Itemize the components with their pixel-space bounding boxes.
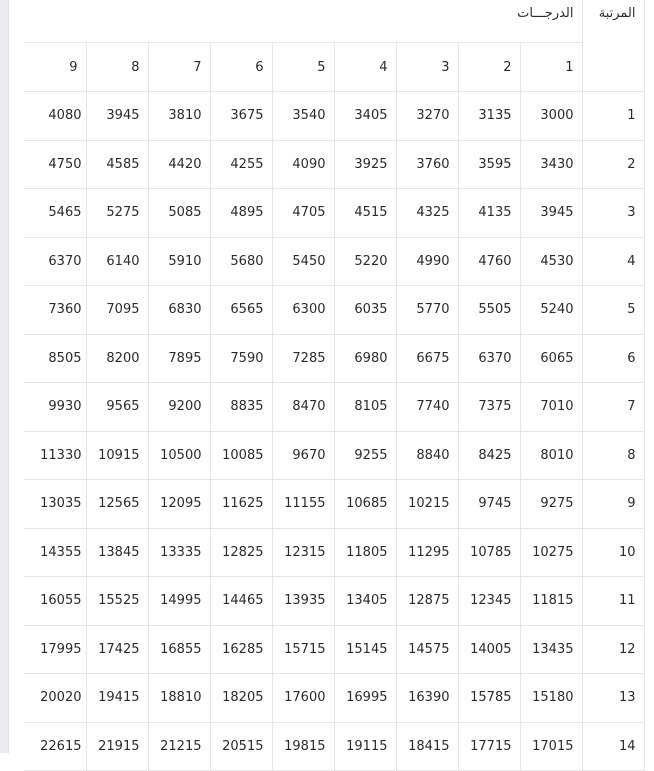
level-header-1: 1 xyxy=(520,43,582,92)
salary-cell: 11155 xyxy=(272,480,334,529)
salary-cell: 4990 xyxy=(396,237,458,286)
header-row-levels xyxy=(24,43,644,92)
salary-cell: 4895 xyxy=(210,189,272,238)
rank-cell: 6 xyxy=(582,334,644,383)
salary-cell: 8470 xyxy=(272,383,334,432)
table-row xyxy=(24,480,644,529)
salary-cell: 15715 xyxy=(272,625,334,674)
rank-cell: 10 xyxy=(582,528,644,577)
salary-cell: 3945 xyxy=(520,189,582,238)
salary-cell: 12565 xyxy=(86,480,148,529)
salary-cell: 14995 xyxy=(148,577,210,626)
salary-cell: 10215 xyxy=(396,480,458,529)
salary-cell: 11625 xyxy=(210,480,272,529)
salary-cell: 16855 xyxy=(148,625,210,674)
salary-cell: 14005 xyxy=(458,625,520,674)
header-row-1 xyxy=(24,0,644,43)
salary-cell: 10085 xyxy=(210,431,272,480)
table-row xyxy=(24,286,644,335)
salary-cell: 7375 xyxy=(458,383,520,432)
salary-cell: 8010 xyxy=(520,431,582,480)
salary-cell: 15525 xyxy=(86,577,148,626)
salary-cell: 16285 xyxy=(210,625,272,674)
salary-cell: 12875 xyxy=(396,577,458,626)
salary-cell: 7895 xyxy=(148,334,210,383)
salary-cell: 9930 xyxy=(24,383,86,432)
salary-cell: 6980 xyxy=(334,334,396,383)
salary-cell: 4080 xyxy=(24,92,86,141)
salary-cell: 7740 xyxy=(396,383,458,432)
salary-cell: 19115 xyxy=(334,722,396,771)
level-header-9: 9 xyxy=(24,43,86,92)
salary-cell: 7285 xyxy=(272,334,334,383)
salary-cell: 10785 xyxy=(458,528,520,577)
salary-cell: 5220 xyxy=(334,237,396,286)
salary-cell: 6370 xyxy=(24,237,86,286)
salary-cell: 9745 xyxy=(458,480,520,529)
salary-cell: 4135 xyxy=(458,189,520,238)
salary-cell: 14355 xyxy=(24,528,86,577)
rank-cell: 7 xyxy=(582,383,644,432)
salary-cell: 9565 xyxy=(86,383,148,432)
salary-cell: 8505 xyxy=(24,334,86,383)
salary-cell: 20515 xyxy=(210,722,272,771)
rank-cell: 11 xyxy=(582,577,644,626)
table-row xyxy=(24,431,644,480)
salary-cell: 4090 xyxy=(272,140,334,189)
salary-cell: 3760 xyxy=(396,140,458,189)
salary-cell: 5450 xyxy=(272,237,334,286)
page-left-border xyxy=(0,0,9,753)
level-header-6: 6 xyxy=(210,43,272,92)
table-row xyxy=(24,140,644,189)
salary-cell: 21215 xyxy=(148,722,210,771)
salary-cell: 18415 xyxy=(396,722,458,771)
salary-cell: 17995 xyxy=(24,625,86,674)
salary-cell: 4420 xyxy=(148,140,210,189)
salary-cell: 5770 xyxy=(396,286,458,335)
table-row xyxy=(24,92,644,141)
salary-cell: 12095 xyxy=(148,480,210,529)
salary-cell: 4750 xyxy=(24,140,86,189)
salary-cell: 4760 xyxy=(458,237,520,286)
rank-cell: 1 xyxy=(582,92,644,141)
salary-cell: 5085 xyxy=(148,189,210,238)
salary-cell: 18205 xyxy=(210,674,272,723)
salary-cell: 9255 xyxy=(334,431,396,480)
salary-cell: 19415 xyxy=(86,674,148,723)
salary-cell: 20020 xyxy=(24,674,86,723)
salary-cell: 8835 xyxy=(210,383,272,432)
salary-cell: 8105 xyxy=(334,383,396,432)
salary-cell: 11295 xyxy=(396,528,458,577)
salary-cell: 4530 xyxy=(520,237,582,286)
salary-cell: 16055 xyxy=(24,577,86,626)
salary-cell: 12315 xyxy=(272,528,334,577)
salary-cell: 17015 xyxy=(520,722,582,771)
salary-cell: 3810 xyxy=(148,92,210,141)
rank-cell: 5 xyxy=(582,286,644,335)
salary-cell: 10915 xyxy=(86,431,148,480)
salary-cell: 13335 xyxy=(148,528,210,577)
salary-cell: 3405 xyxy=(334,92,396,141)
salary-cell: 8200 xyxy=(86,334,148,383)
table-row xyxy=(24,383,644,432)
table-row xyxy=(24,577,644,626)
salary-cell: 5275 xyxy=(86,189,148,238)
rank-cell: 14 xyxy=(582,722,644,771)
salary-cell: 15180 xyxy=(520,674,582,723)
salary-cell: 3270 xyxy=(396,92,458,141)
salary-cell: 6830 xyxy=(148,286,210,335)
salary-cell: 7590 xyxy=(210,334,272,383)
salary-scale-table xyxy=(24,0,645,771)
salary-cell: 6565 xyxy=(210,286,272,335)
level-header-3: 3 xyxy=(396,43,458,92)
salary-cell: 14575 xyxy=(396,625,458,674)
salary-cell: 11330 xyxy=(24,431,86,480)
table-row xyxy=(24,674,644,723)
salary-cell: 7360 xyxy=(24,286,86,335)
salary-cell: 8425 xyxy=(458,431,520,480)
salary-cell: 15785 xyxy=(458,674,520,723)
salary-cell: 4515 xyxy=(334,189,396,238)
salary-cell: 11805 xyxy=(334,528,396,577)
salary-cell: 7095 xyxy=(86,286,148,335)
salary-cell: 3595 xyxy=(458,140,520,189)
salary-cell: 4325 xyxy=(396,189,458,238)
table-body xyxy=(24,92,644,771)
table-row xyxy=(24,528,644,577)
rank-cell: 9 xyxy=(582,480,644,529)
salary-cell: 14465 xyxy=(210,577,272,626)
table-row xyxy=(24,334,644,383)
salary-cell: 13405 xyxy=(334,577,396,626)
salary-cell: 10500 xyxy=(148,431,210,480)
rank-cell: 12 xyxy=(582,625,644,674)
salary-cell: 13845 xyxy=(86,528,148,577)
salary-cell: 13035 xyxy=(24,480,86,529)
salary-cell: 17600 xyxy=(272,674,334,723)
salary-cell: 6300 xyxy=(272,286,334,335)
salary-cell: 6065 xyxy=(520,334,582,383)
table-row xyxy=(24,237,644,286)
salary-cell: 3925 xyxy=(334,140,396,189)
salary-cell: 8840 xyxy=(396,431,458,480)
salary-cell: 5680 xyxy=(210,237,272,286)
rank-cell: 4 xyxy=(582,237,644,286)
level-header-8: 8 xyxy=(86,43,148,92)
salary-cell: 12825 xyxy=(210,528,272,577)
salary-cell: 10275 xyxy=(520,528,582,577)
level-header-2: 2 xyxy=(458,43,520,92)
salary-cell: 9670 xyxy=(272,431,334,480)
salary-cell: 3135 xyxy=(458,92,520,141)
level-header-5: 5 xyxy=(272,43,334,92)
salary-cell: 5910 xyxy=(148,237,210,286)
salary-cell: 22615 xyxy=(24,722,86,771)
salary-cell: 4255 xyxy=(210,140,272,189)
salary-cell: 15145 xyxy=(334,625,396,674)
salary-cell: 4585 xyxy=(86,140,148,189)
salary-cell: 6140 xyxy=(86,237,148,286)
salary-cell: 3675 xyxy=(210,92,272,141)
salary-cell: 17715 xyxy=(458,722,520,771)
rank-cell: 3 xyxy=(582,189,644,238)
salary-cell: 17425 xyxy=(86,625,148,674)
salary-cell: 9275 xyxy=(520,480,582,529)
salary-cell: 16390 xyxy=(396,674,458,723)
rank-cell: 8 xyxy=(582,431,644,480)
salary-cell: 6370 xyxy=(458,334,520,383)
salary-cell: 5240 xyxy=(520,286,582,335)
salary-cell: 18810 xyxy=(148,674,210,723)
salary-cell: 3945 xyxy=(86,92,148,141)
salary-cell: 21915 xyxy=(86,722,148,771)
salary-cell: 19815 xyxy=(272,722,334,771)
salary-cell: 13935 xyxy=(272,577,334,626)
salary-cell: 5465 xyxy=(24,189,86,238)
salary-cell: 10685 xyxy=(334,480,396,529)
salary-cell: 13435 xyxy=(520,625,582,674)
table-row xyxy=(24,625,644,674)
salary-cell: 12345 xyxy=(458,577,520,626)
salary-cell: 6035 xyxy=(334,286,396,335)
salary-cell: 4705 xyxy=(272,189,334,238)
salary-cell: 9200 xyxy=(148,383,210,432)
salary-cell: 3430 xyxy=(520,140,582,189)
salary-cell: 3540 xyxy=(272,92,334,141)
salary-cell: 11815 xyxy=(520,577,582,626)
salary-cell: 5505 xyxy=(458,286,520,335)
rank-cell: 13 xyxy=(582,674,644,723)
table-row xyxy=(24,722,644,771)
levels-group-header: الدرجـــات xyxy=(24,0,582,43)
rank-cell: 2 xyxy=(582,140,644,189)
rank-column-header: المرتبة xyxy=(582,0,644,92)
salary-cell: 6675 xyxy=(396,334,458,383)
salary-cell: 16995 xyxy=(334,674,396,723)
level-header-7: 7 xyxy=(148,43,210,92)
salary-cell: 7010 xyxy=(520,383,582,432)
table-row xyxy=(24,189,644,238)
salary-cell: 3000 xyxy=(520,92,582,141)
level-header-4: 4 xyxy=(334,43,396,92)
